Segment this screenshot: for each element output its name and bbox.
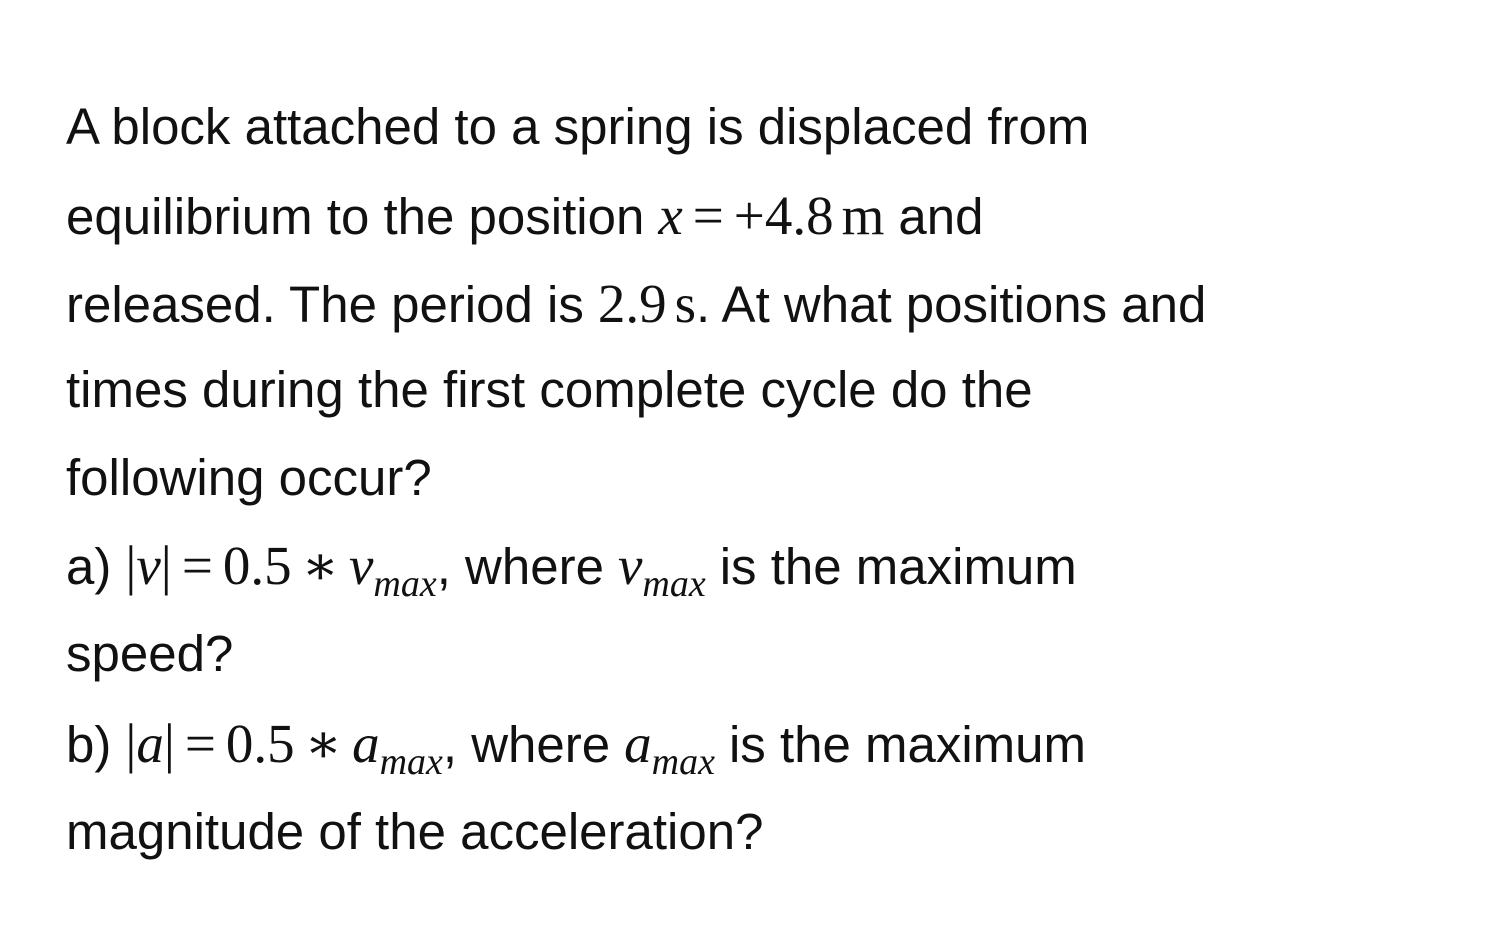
position-equation [658, 185, 884, 246]
period-unit: s [674, 273, 697, 334]
period-number: 2.9 [597, 273, 667, 334]
position-value: +4.8 [733, 185, 834, 246]
abs-bar-close: | [160, 535, 172, 596]
part-b-equation [125, 713, 443, 783]
amax-subscript: max [379, 741, 443, 783]
part-b-label: b) [66, 716, 112, 773]
problem-line-3-end: . At what positions and [696, 276, 1207, 333]
equals-sign: = [692, 185, 724, 246]
multiply-sign: ∗ [301, 535, 339, 596]
part-a-description: is the maximum [719, 538, 1077, 595]
part-b-line-2: magnitude of the acceleration? [66, 803, 764, 860]
vmax-ref-subscript: max [642, 563, 706, 605]
problem-line-3 [66, 273, 1207, 334]
position-unit: m [841, 185, 885, 246]
abs-bar-open: | [125, 535, 137, 596]
amax-ref-variable: a [624, 713, 652, 774]
acceleration-variable: a [136, 713, 164, 774]
part-b-line-1 [66, 713, 1087, 783]
problem-line-4: times during the first complete cycle do the [66, 361, 1033, 418]
problem-line-5: following occur? [66, 449, 432, 506]
problem-line-2-end: and [898, 188, 984, 245]
vmax-ref-variable: v [617, 535, 643, 596]
vmax-subscript: max [373, 563, 437, 605]
coefficient: 0.5 [225, 713, 295, 774]
velocity-variable: v [136, 535, 161, 596]
problem-line-1: A block attached to a spring is displaced from [66, 98, 1090, 155]
vmax-variable: v [348, 535, 374, 596]
part-a-label: a) [66, 538, 112, 595]
problem-line-3-text: released. The period is [66, 276, 584, 333]
problem-line-2-text: equilibrium to the position [66, 188, 645, 245]
part-b-ref [624, 713, 715, 783]
period-value [598, 273, 696, 334]
part-a-line-1 [66, 535, 1077, 605]
problem-line-2 [66, 185, 984, 246]
part-b-where: , where [442, 716, 611, 773]
equals-sign: = [181, 535, 213, 596]
abs-bar-open: | [125, 713, 137, 774]
abs-bar-close: | [163, 713, 175, 774]
multiply-sign: ∗ [304, 713, 343, 774]
coefficient: 0.5 [222, 535, 292, 596]
part-a-line-2: speed? [66, 625, 234, 682]
amax-ref-subscript: max [651, 741, 715, 783]
equals-sign: = [184, 713, 216, 774]
part-a-ref [617, 535, 706, 605]
part-b-description: is the maximum [728, 716, 1087, 773]
amax-variable: a [352, 713, 380, 774]
position-variable: x [658, 185, 683, 246]
part-a-equation [125, 535, 437, 605]
part-a-where: , where [436, 538, 604, 595]
